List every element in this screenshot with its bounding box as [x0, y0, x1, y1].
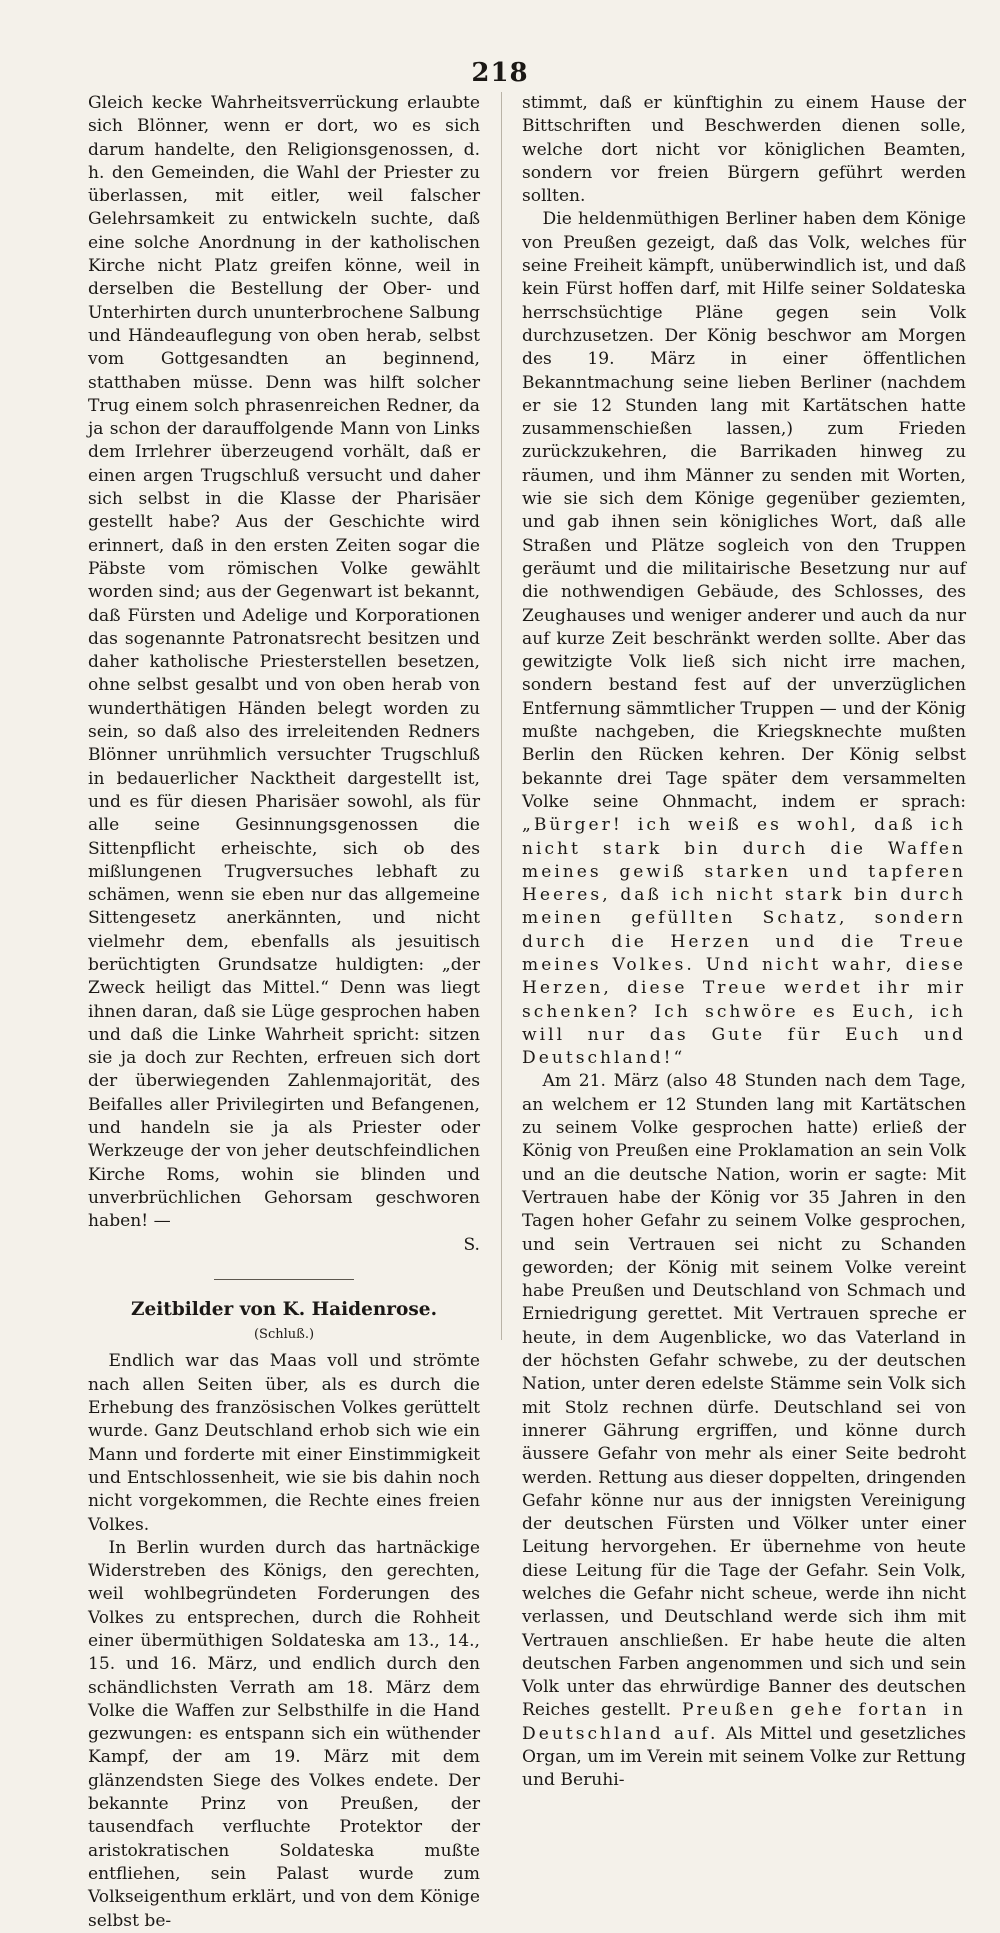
paragraph-text: Die heldenmüthigen Berliner haben dem Könige von Preußen gezeigt, daß das Volk, welches für seine Freiheit kämpft, unüberwindlich ist, und daß kein Fürst hoffen darf, mit Hilfe seiner Soldateska herrschsüchtige Pläne gegen sein Volk durchzusetzen. Der König beschwor am Morgen des 19. März in einer öffentlichen Bekanntmachung seine lieben Berliner (nachdem er sie 12 Stunden lang mit Kartätschen hatte zusammenschießen lassen,) zum Frieden zurückzukehren, die Barrikaden hinweg zu räumen, und ihm Männer zu senden mit Worten, wie sie sich dem Könige gegenüber geziemten, und gab ihnen sein königliches Wort, daß alle Straßen und Plätze sogleich von den Truppen geräumt und die militairische Besetzung nur auf die nothwendigen Gebäude, des Schlosses, des Zeughauses und weniger anderer und auch da nur auf kurze Zeit beschränkt werden sollte. Aber das gewitzigte Volk ließ sich nicht irre machen, sondern bestand fest auf der unverzüglichen Entfernung sämmtlicher Truppen — und der König mußte nachgeben, die Kriegsknechte mußten Berlin den Rücken kehren. Der König selbst bekannte drei Tage später dem versammelten Volke seine Ohnmacht, indem er sprach:	[522, 209, 966, 812]
paragraph: In Berlin wurden durch das hartnäckige Widerstreben des Königs, den gerechten, weil wohlbegründeten Forderungen des Volkes zu entsprechen, durch die Rohheit einer übermüthigen Soldateska am 13., 14., 15. und 16. März, und endlich durch den schändlichsten Verrath am 18. März dem Volke die Waffen zur Selbsthilfe in die Hand gezwungen: es entspann sich ein wüthender Kampf, der am 19. März mit dem glänzendsten Siege des Volkes endete. Der bekannte Prinz von Preußen, der tausendfach verfluchte Protektor der aristokratischen Soldateska mußte entfliehen, sein Palast wurde zum Volkseigenthum erklärt, und von dem Könige selbst be-	[88, 1537, 480, 1931]
paragraph	[522, 208, 966, 1070]
paragraph-text: Am 21. März (also 48 Stunden nach dem Tage, an welchem er 12 Stunden lang mit Kartätschen zu seinem Volke gesprochen hatte) erließ der König von Preußen eine Proklamation an sein Volk und an die deutsche Nation, worin er sagte: Mit Vertrauen habe der König vor 35 Jahren in den Tagen hoher Gefahr zu seinem Volke gesprochen, und sein Vertrauen sei nicht zu Schanden geworden; der König mit seinem Volke vereint habe Preußen und Deutschland von Schmach und Erniedrigung gerettet. Mit Vertrauen spreche er heute, in dem Augenblicke, wo das Vaterland in der höchsten Gefahr schwebe, zu der deutschen Nation, unter deren edelste Stämme sein Volk sich mit Stolz rechnen dürfe. Deutschland sei von innerer Gährung ergriffen, und könne durch äussere Gefahr von mehr als einer Seite bedroht werden. Rettung aus dieser doppelten, dringenden Gefahr könne nur aus der innigsten Vereinigung der deutschen Fürsten und Völker unter einer Leitung hervorgehen. Er übernehme von heute diese Leitung für die Tage der Gefahr. Sein Volk, welches die Gefahr nicht scheue, werde ihn nicht verlassen, und Deutschland werde sich ihm mit Vertrauen anschließen. Er habe heute die alten deutschen Farben angenommen und sich und sein Volk unter das ehrwürdige Banner des deutschen Reiches gestellt.	[522, 1071, 966, 1721]
signature: S.	[463, 1234, 480, 1255]
paragraph-text: Als Mittel und gesetzliches Organ, um im Verein mit seinem Volke zur Rettung und Beruhi-	[522, 1723, 967, 1791]
paragraph: Endlich war das Maas voll und strömte nach allen Seiten über, als es durch die Erhebung des französischen Volkes gerüttelt wurde. Ganz Deutschland erhob sich wie ein Mann und forderte mit einer Einstimmigkeit und Entschlossenheit, wie sie bis dahin noch nicht vorgekommen, die Rechte eines freien Volkes.	[88, 1351, 480, 1535]
paragraph: Gleich kecke Wahrheitsverrückung erlaubte sich Blönner, wenn er dort, wo es sich darum handelte, den Religionsgenossen, d. h. den Gemeinden, die Wahl der Priester zu überlassen, mit eitler, weil falscher Gelehrsamkeit zu entwickeln suchte, daß eine solche Anordnung in der katholischen Kirche nicht Platz greifen könne, weil in derselben die Bestellung der Ober- und Unterhirten durch ununterbrochene Salbung und Händeauflegung von oben herab, selbst vom Gottgesandten an beginnend, statthaben müsse. Denn was hilft solcher Trug einem solch phrasenreichen Redner, da ja schon der darauffolgende Mann von Links dem Irrlehrer überzeugend vorhält, daß er einen argen Trugschluß versucht und daher sich selbst in die Klasse der Pharisäer gestellt habe? Aus der Geschichte wird erinnert, daß in den ersten Zeiten sogar die Päbste vom römischen Volke gewählt worden sind; aus der Gegenwart ist bekannt, daß Fürsten und Adelige und Korporationen das sogenannte Patronatsrecht besitzen und daher katholische Priesterstellen besetzen, ohne selbst gesalbt und von oben herab von wunderthätigen Händen belegt worden zu sein, so daß also des irreleitenden Redners Blönner unrühmlich versuchter Trugschluß in bedauerlicher Nacktheit dargestellt ist, und es für diesen Pharisäer sowohl, als für alle seine Gesinnungsgenossen die Sittenpflicht erheischte, sich ob des mißlungenen Trugversuches lebhaft zu schämen, wenn sie eben nur das allgemeine Sittengesetz anerkännten, und nicht vielmehr dem, ebenfalls als jesuitisch berüchtigten Grundsatze huldigten: „der Zweck heiligt das Mittel.“ Denn was liegt ihnen daran, daß sie Lüge gesprochen haben und daß die Linke Wahrheit spricht: sitzen sie ja doch zur Rechten, erfreuen sich dort der überwiegenden Zahlenmajorität, des Beifalles aller Privilegirten und Befangenen, und handeln sie ja als Priester oder Werkzeuge der von jeher deutschfeindlichen Kirche Roms, wohin sie blinden und unverbrüchlichen Gehorsam geschworen haben! —	[88, 93, 480, 1232]
left-column	[88, 92, 480, 1933]
spaced-phrase: Preußen gehe fortan in Deutschland auf.	[522, 1700, 966, 1744]
paragraph: stimmt, daß er künftighin zu einem Hause der Bittschriften und Beschwerden dienen solle, welche dort nicht vor königlichen Beamten, sondern vor freien Bürgern geführt werden sollten.	[522, 93, 966, 207]
section-divider	[214, 1279, 354, 1280]
king-quote: „Bürger! ich weiß es wohl, daß ich nicht stark bin durch die Waffen meines gewiß starken und tapferen Heeres, daß ich nicht stark bin durch meinen gefüllten Schatz, sondern durch die Herzen und die Treue meines Volkes. Und nicht wahr, diese Herzen, diese Treue werdet ihr mir schenken? Ich schwöre es Euch, ich will nur das Gute für Euch und Deutschland!“	[522, 815, 966, 1069]
section-heading: Zeitbilder von K. Haidenrose.	[130, 1298, 438, 1320]
paragraph	[522, 1070, 966, 1792]
section-subheading: (Schluß.)	[253, 1327, 315, 1343]
page-number: 218	[471, 58, 529, 88]
right-column	[522, 92, 966, 1793]
